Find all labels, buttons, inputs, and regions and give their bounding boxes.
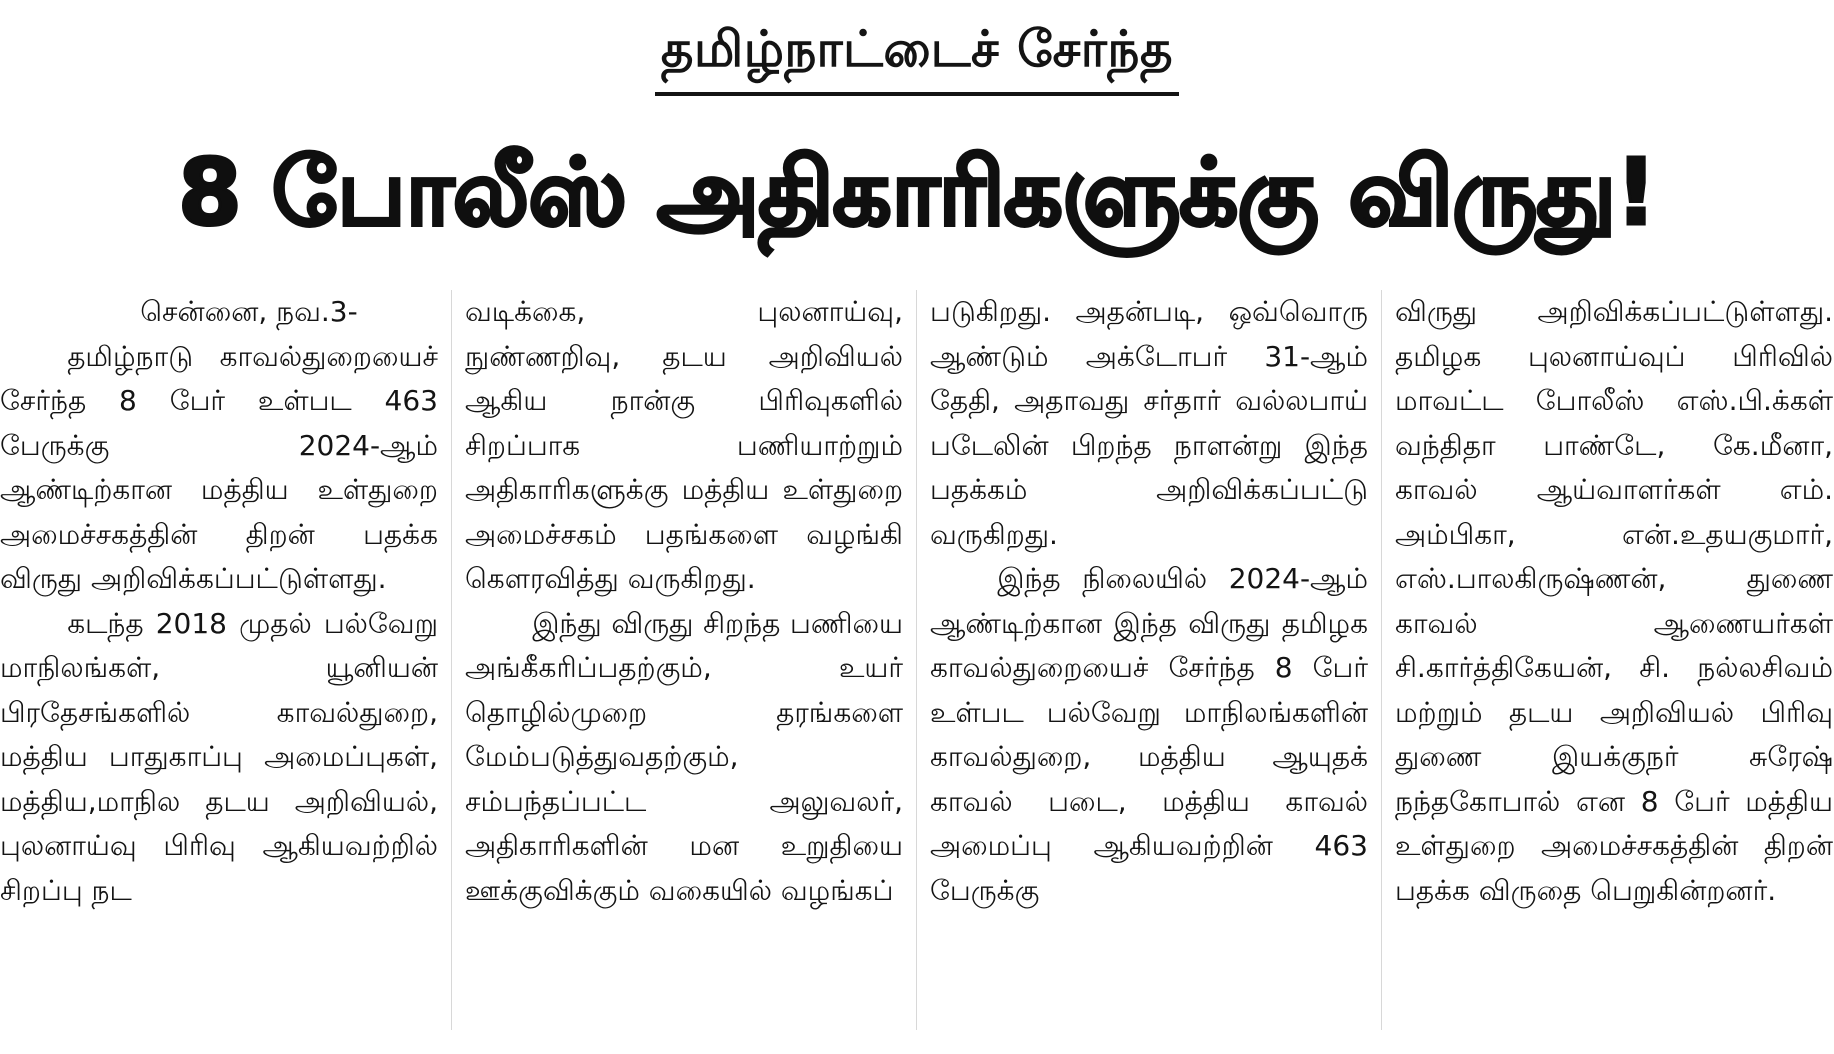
kicker (0, 14, 1834, 96)
article-column-3 (930, 290, 1368, 1042)
headline: 8 போலீஸ் அதிகாரிகளுக்கு விருது! (177, 139, 1657, 246)
column-3-paragraph-1: படுகிறது. அதன்படி, ஒவ்வொரு ஆண்டும் அக்டோபர் 31-ஆம் தேதி, அதாவது சர்தார் வல்லபாய் படேலின் பிறந்த நாளன்று இந்த பதக்கம் அறிவிக்கப்பட்டு வருகிறது. (930, 295, 1368, 551)
article-column-4 (1395, 290, 1833, 1042)
column-1-paragraph-2: கடந்த 2018 முதல் பல்வேறு மாநிலங்கள், யூனியன் பிரதேசங்களில் காவல்துறை, மத்திய பாதுகாப்பு அமைப்புகள், மத்திய,மாநில தடய அறிவியல், புலனாய்வு பிரிவு ஆகியவற்றில் சிறப்பு நட (0, 606, 438, 907)
article-column-2 (465, 290, 903, 1042)
article-body (0, 290, 1834, 1042)
column-1-paragraph-1: தமிழ்நாடு காவல்துறையைச் சேர்ந்த 8 பேர் உள்பட 463 பேருக்கு 2024-ஆம் ஆண்டிற்கான மத்திய உள்துறை அமைச்சகத்தின் திறன் பதக்க விருது அறிவிக்கப்பட்டுள்ளது. (0, 339, 438, 595)
dateline: சென்னை, நவ.3- (140, 295, 358, 328)
column-3-paragraph-2: இந்த நிலையில் 2024-ஆம் ஆண்டிற்கான இந்த விருது தமிழக காவல்துறையைச் சேர்ந்த 8 பேர் உள்பட பல்வேறு மாநிலங்களின் காவல்துறை, மத்திய ஆயுதக் காவல் படை, மத்திய காவல் அமைப்பு ஆகியவற்றின் 463 பேருக்கு (930, 562, 1368, 907)
article-column-1 (0, 290, 438, 1042)
column-divider (1381, 290, 1382, 1030)
kicker-text: தமிழ்நாட்டைச் சேர்ந்த (655, 14, 1179, 96)
column-divider (451, 290, 452, 1030)
column-2-paragraph-2: இந்து விருது சிறந்த பணியை அங்கீகரிப்பதற்கும், உயர் தொழில்முறை தரங்களை மேம்படுத்துவதற்கும், சம்பந்தப்பட்ட அலுவலர், அதிகாரிகளின் மன உறுதியை ஊக்குவிக்கும் வகையில் வழங்கப் (465, 606, 903, 907)
column-divider (916, 290, 917, 1030)
column-2-paragraph-1: வடிக்கை, புலனாய்வு, நுண்ணறிவு, தடய அறிவியல் ஆகிய நான்கு பிரிவுகளில் சிறப்பாக பணியாற்றும் அதிகாரிகளுக்கு மத்திய உள்துறை அமைச்சகம் பதங்களை வழங்கி கௌரவித்து வருகிறது. (465, 295, 903, 595)
column-4-paragraph-1: விருது அறிவிக்கப்பட்டுள்ளது. தமிழக புலனாய்வுப் பிரிவில் மாவட்ட போலீஸ் எஸ்.பி.க்கள் வந்திதா பாண்டே, கே.மீனா, காவல் ஆய்வாளர்கள் எம். அம்பிகா, என்.உதயகுமார், எஸ்.பாலகிருஷ்ணன், துணை காவல் ஆணையர்கள் சி.கார்த்திகேயன், சி. நல்லசிவம் மற்றும் தடய அறிவியல் பிரிவு துணை இயக்குநர் சுரேஷ் நந்தகோபால் என 8 பேர் மத்திய உள்துறை அமைச்சகத்தின் திறன் பதக்க விருதை பெறுகின்றனர். (1395, 295, 1833, 907)
